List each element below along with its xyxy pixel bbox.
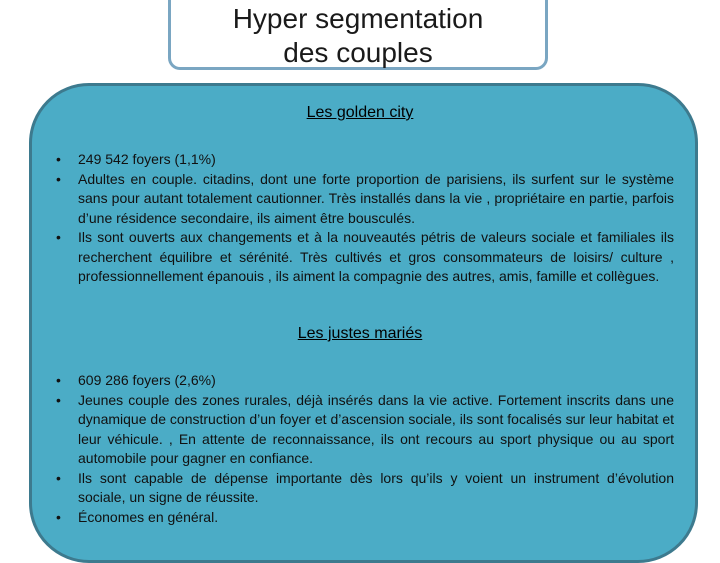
bullet-icon: • [56,469,61,486]
page-title [168,0,548,70]
list-item-text: Jeunes couple des zones rurales, déjà insérés dans la vie active. Fortement inscrits dans une dynamique de construction d’un foyer et d’ascension sociale, ils sont focalisés sur leur habitat et leur véhicule. , En attente de reconnaissance, ils ont recours au sport physique ou au sport automobile pour gagner en confiance. [78,391,674,466]
list-item-text: Adultes en couple. citadins, dont une forte proportion de parisiens, ils surfent sur le système sans pour autant totalement cautionner. Très installés dans la vie , propriétaire en partie, parfois d’une résidence secondaire, ils aiment être bousculés. [78,170,674,226]
bullet-icon: • [56,508,61,525]
list-item [56,150,674,170]
page-title-line-1: Hyper segmentation [232,3,484,34]
list-item [56,508,674,528]
bullet-icon: • [56,372,61,388]
list-item [56,170,674,229]
list-item-text: Économes en général. [78,508,219,525]
bullet-icon: • [56,229,61,245]
justes-maries-list [56,371,674,527]
list-item [56,391,674,469]
list-item [56,469,674,508]
bullet-icon: • [56,151,61,167]
section-heading-justes-maries: Les justes mariés [297,325,423,342]
golden-city-list [56,150,674,287]
list-item [56,371,674,391]
list-item [56,228,674,287]
list-item-text: Ils sont capable de dépense importante dès lors qu’ils y voient un instrument d’évolution sociale, un signe de réussite. [78,469,674,505]
list-item-text: Ils sont ouverts aux changements et à la nouveautés pétris de valeurs sociale et familiales ils recherchent équilibre et sérénité. Très cultivés et gros consommateurs de loisirs/ culture , professionnellement épanouis , ils aiment la compagnie des autres, amis, famille et collègues. [78,229,674,284]
bullet-icon: • [56,170,61,187]
list-item-text: 249 542 foyers (1,1%) [78,151,216,167]
bullet-icon: • [56,391,61,408]
section-heading-golden-city: Les golden city [306,104,414,121]
list-item-text: 609 286 foyers (2,6%) [78,372,216,388]
page-title-line-2: des couples [283,37,433,68]
